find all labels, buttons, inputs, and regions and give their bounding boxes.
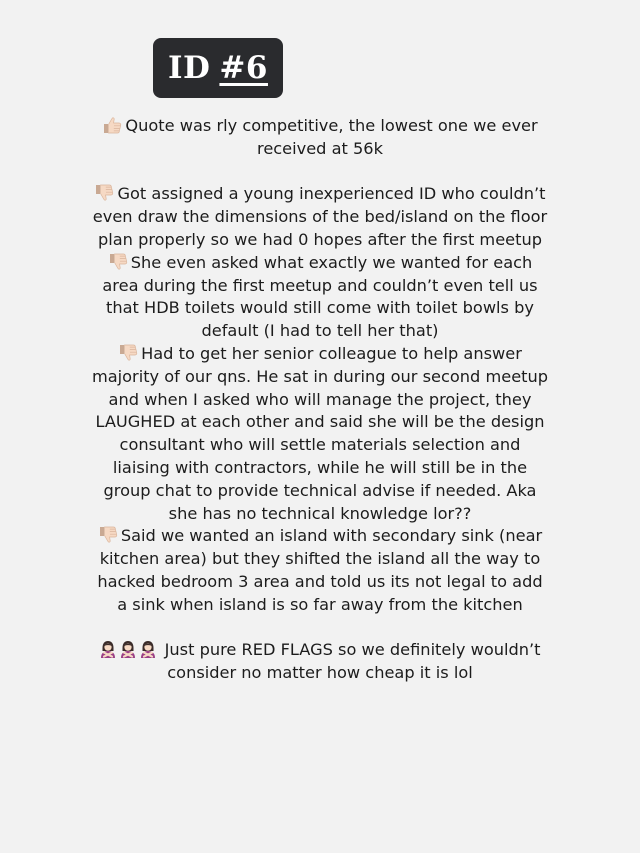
con-point-text: Got assigned a young inexperienced ID who couldn’t even draw the dimensions of the bed/island on the floor plan properly so we had 0 hopes after the first meetup [92,184,548,249]
thumbs-down-icon [94,184,114,202]
con-point-text: Said we wanted an island with secondary sink (near kitchen area) but they shifted the island all the way to hacked bedroom 3 area and told us its not legal to add a sink when island is so far away from the kitchen [97,526,543,614]
thumbs-down-icon [98,526,118,544]
thumbs-up-icon [102,116,122,134]
pro-point-price [90,115,550,161]
con-point-island [90,525,550,616]
id-badge-label: ID [168,50,211,86]
thumbs-down-icon [118,344,138,362]
id-badge [153,38,283,98]
paragraph-spacer [90,161,550,184]
id-badge-number: #6 [219,50,268,86]
paragraph-spacer [90,617,550,640]
woman-crossed-arms-icon [99,640,117,658]
con-point-text: Had to get her senior colleague to help answer majority of our qns. He sat in during our second meetup and when I asked who will manage the project, they LAUGHED at each other and said she will be the design consultant who will settle materials selection and liaising with contractors, while he will still be in the group chat to provide technical advise if needed. Aka she has no technical knowledge lor?? [91,343,549,523]
woman-crossed-arms-icon [119,640,137,658]
con-point-text: She even asked what exactly we wanted for each area during the first meetup and couldn’t even tell us that HDB toilets would still come with toilet bowls by default (I had to tell her that) [102,252,538,341]
review-content [90,115,550,685]
con-point-senior [90,343,550,525]
pro-point-text: Quote was rly competitive, the lowest one we ever received at 56k [125,116,538,158]
woman-crossed-arms-icon [139,640,157,658]
thumbs-down-icon [108,253,128,271]
con-point-toilet [90,252,550,343]
verdict [90,639,550,685]
verdict-icons [99,639,159,662]
verdict-text: Just pure RED FLAGS so we definitely wouldn’t consider no matter how cheap it is lol [164,640,541,683]
con-point-inexperienced [90,183,550,251]
